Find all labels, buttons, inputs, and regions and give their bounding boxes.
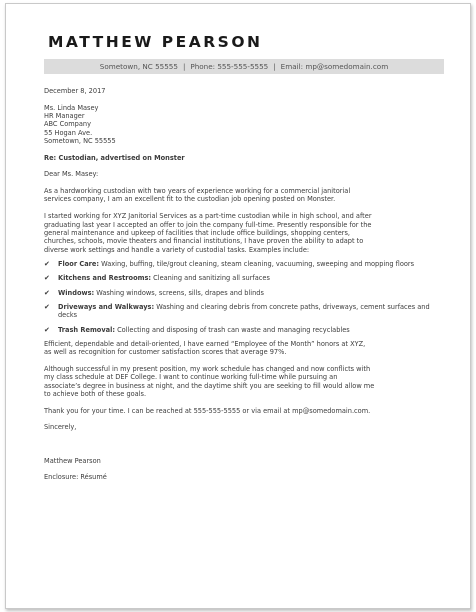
recipient-line: 55 Hogan Ave. <box>44 128 93 137</box>
checkmark-icon: ✔ <box>44 274 50 283</box>
closing: Sincerely, <box>44 423 77 432</box>
checkmark-icon: ✔ <box>44 302 50 311</box>
separator: | <box>182 62 186 71</box>
paragraph-line: Efficient, dependable and detail-oriented, I have earned “Employee of the Month” honors at XYZ, <box>44 339 366 348</box>
recipient-line: HR Manager <box>44 112 85 121</box>
salutation: Dear Ms. Masey: <box>44 170 99 179</box>
paragraph-line: my class schedule at DEF College. I want to continue working full-time while pursuing an <box>44 373 338 382</box>
checkmark-icon: ✔ <box>44 288 50 297</box>
letter-body <box>44 87 440 482</box>
applicant-name: MATTHEW PEARSON <box>48 33 263 51</box>
paragraph-line: diverse work settings and handle a variety of custodial tasks. Examples include: <box>44 245 310 254</box>
checkmark-icon: ✔ <box>44 259 50 268</box>
paragraph-line: Although successful in my present position, my work schedule has changed and now conflicts with <box>44 364 371 373</box>
phone-text: Phone: 555-555-5555 <box>190 62 269 71</box>
location-text: Sometown, NC 55555 <box>99 62 178 71</box>
recipient-line: Sometown, NC 55555 <box>44 137 116 146</box>
paragraph-line: churches, schools, movie theaters and financial institutions, I have proven the ability to adapt to <box>44 237 364 246</box>
enclosure-line: Enclosure: Résumé <box>44 473 107 482</box>
separator: | <box>273 62 276 71</box>
paragraph-line: general maintenance and upkeep of facilities that include office buildings, shopping centers, <box>44 228 350 237</box>
paragraph-line: as well as recognition for customer satisfaction scores that average 97%. <box>44 348 287 357</box>
recipient-block <box>44 104 440 146</box>
email-text: Email: mp@somedomain.com <box>280 62 389 71</box>
recipient-line: Ms. Linda Masey <box>44 103 99 112</box>
list-item: ✔ Driveways and Walkways: Washing and clearing debris from concrete paths, driveways, cement surfaces and decks <box>44 302 430 320</box>
paragraph-schedule <box>44 365 440 398</box>
list-item: ✔ Windows: Washing windows, screens, sills, drapes and blinds <box>44 288 264 297</box>
paragraph-line: to achieve both of these goals. <box>44 390 147 398</box>
paragraph-thanks: Thank you for your time. I can be reached at 555-555-5555 or via email at mp@somedomain.com. <box>44 406 371 415</box>
list-item: ✔ Kitchens and Restrooms: Cleaning and sanitizing all surfaces <box>44 274 270 283</box>
recipient-line: ABC Company <box>44 120 91 129</box>
duties-list <box>44 260 440 334</box>
paragraph-line: services company, I am an excellent fit to the custodian job opening posted on Monster. <box>44 195 336 204</box>
paragraph-intro <box>44 187 440 204</box>
list-item: ✔ Trash Removal: Collecting and disposing of trash can waste and managing recyclables <box>44 325 350 334</box>
letter-date: December 8, 2017 <box>44 87 106 95</box>
subject-line: Re: Custodian, advertised on Monster <box>44 153 185 162</box>
contact-bar <box>44 59 444 74</box>
paragraph-experience <box>44 212 440 254</box>
paragraph-line: As a hardworking custodian with two years of experience working for a commercial janitorial <box>44 187 351 196</box>
paragraph-line: associate’s degree in business at night, and the daytime shift you are seeking to fill would allow me <box>44 381 375 390</box>
signature-name: Matthew Pearson <box>44 456 101 465</box>
paragraph-line: graduating last year I accepted an offer to join the company full-time. Presently responsible for the <box>44 220 372 229</box>
paragraph-honors <box>44 340 440 357</box>
paragraph-line: I started working for XYZ Janitorial Services as a part-time custodian while in high school, and after <box>44 212 372 221</box>
list-item: ✔ Floor Care: Waxing, buffing, tile/grout cleaning, steam cleaning, vacuuming, sweeping and mopping floors <box>44 259 415 268</box>
checkmark-icon: ✔ <box>44 325 50 334</box>
